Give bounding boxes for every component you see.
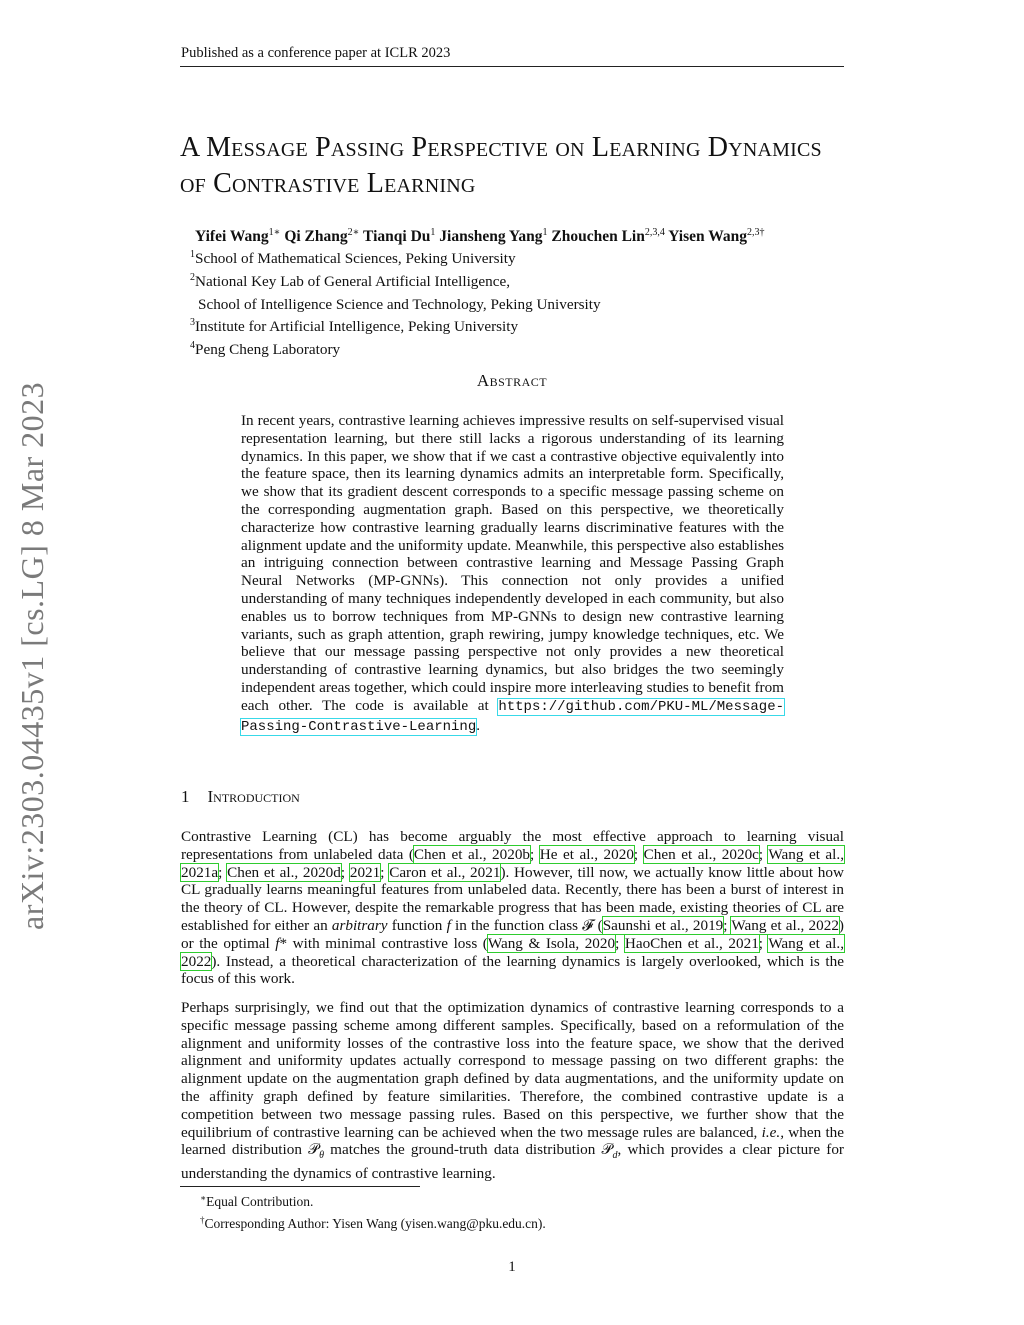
footnote-rule: [180, 1186, 420, 1187]
author-affiliation-mark: 2,3,4: [644, 227, 665, 238]
author-name: Qi Zhang: [284, 228, 348, 245]
body-text: , which provides a clear picture for understanding the dynamics of contrastive learning.: [181, 1141, 844, 1183]
math-subscript: θ: [319, 1150, 324, 1162]
header-rule: [180, 66, 844, 67]
emphasis-text: f: [446, 916, 451, 934]
abstract-end: .: [476, 716, 481, 734]
body-text: in the function class 𝓕 (: [450, 916, 603, 934]
footnote: [200, 1211, 546, 1233]
body-text: ;: [633, 845, 644, 863]
footnote-text: Corresponding Author: Yisen Wang (yisen.wang@pku.edu.cn).: [204, 1216, 546, 1231]
body-text: ;: [758, 845, 769, 863]
intro-paragraph-2: [181, 999, 844, 1183]
body-text: * with minimal contrastive loss (: [279, 934, 488, 952]
section-heading-introduction: [181, 787, 300, 807]
affiliation-mark: 1: [190, 249, 195, 260]
footnote-mark: †: [200, 1215, 205, 1225]
author-name: Jiansheng Yang: [439, 228, 543, 245]
body-text: when the learned distribution 𝒫: [181, 1123, 844, 1159]
emphasis-text: i.e.,: [761, 1123, 784, 1141]
body-text: function: [387, 916, 447, 934]
footnote: [200, 1189, 546, 1211]
body-text: ;: [380, 863, 390, 881]
affiliation-mark: 4: [190, 340, 195, 352]
affiliation-text: Peng Cheng Laboratory: [195, 341, 341, 359]
author-name: Yifei Wang: [195, 228, 269, 245]
running-header: Published as a conference paper at ICLR 2023: [181, 45, 451, 61]
author: [284, 228, 359, 245]
author-affiliation-mark: 1: [542, 227, 548, 238]
affiliation: [190, 246, 601, 269]
author-name: Yisen Wang: [668, 228, 748, 245]
page-number: 1: [508, 1259, 516, 1275]
affiliation: [190, 337, 601, 360]
body-text: ;: [615, 934, 625, 952]
author-name: Zhouchen Lin: [551, 228, 645, 245]
affiliation-text: Institute for Artificial Intelligence, Peking University: [195, 318, 519, 336]
author-affiliation-mark: 1∗: [268, 227, 281, 238]
citation-link[interactable]: Wang et al., 2021a: [181, 845, 844, 881]
intro-paragraph-1: [181, 828, 844, 988]
citation-link[interactable]: Chen et al., 2020b: [413, 845, 531, 863]
citation-link[interactable]: Wang & Isola, 2020: [487, 934, 616, 952]
footnote-mark: ∗: [200, 1193, 207, 1203]
citation-link[interactable]: Wang et al., 2022: [731, 916, 839, 934]
section-number: 1: [181, 787, 190, 806]
emphasis-text: f: [275, 934, 280, 952]
citation-link[interactable]: Caron et al., 2021: [389, 863, 501, 881]
citation-link[interactable]: Saunshi et al., 2019: [602, 916, 724, 934]
arxiv-identifier-stamp: arXiv:2303.04435v1 [cs.LG] 8 Mar 2023: [14, 381, 50, 930]
author: [439, 228, 547, 245]
citation-link[interactable]: 2021: [349, 863, 381, 881]
body-text: ). However, till now, we actually know little about how CL gradually learns meaningful features from unlabeled data. Recently, there has been a burst of interest in the theory of CL. However, despite the remarkable progress that has been made, existing theories of CL are established for either an: [181, 863, 844, 934]
affiliation-text: National Key Lab of General Artificial Intelligence,: [195, 272, 511, 290]
author-affiliation-mark: 1: [430, 227, 436, 238]
abstract-text: In recent years, contrastive learning achieves impressive results on self-supervised visual representation learning, but there still lacks a rigorous understanding of its learning dynamics. In this paper, we show that if we cast a contrastive objective equivalently into the feature space, then its learning dynamics admits an interpretable form. Specifically, we show that its gradient descent corresponds to a specific message passing scheme on the corresponding augmentation graph. Based on this perspective, we theoretically characterize how contrastive learning gradually learns discriminative features with the alignment update and the uniformity update. Meanwhile, this perspective also establishes an intriguing connection between contrastive learning and Message Passing Graph Neural Networks (MP-GNNs). This connection not only provides a unified understanding of many techniques independently developed in each community, but also enables us to borrow techniques from MP-GNNs to design new contrastive learning variants, such as graph attention, graph rewiring, jumpy knowledge techniques, etc. We believe that our message passing perspective not only provides a new theoretical understanding of contrastive learning dynamics, but also bridges the two seemingly independent areas together, which could inspire more interleaving studies to benefit from each other. The code is available at: [241, 412, 784, 714]
citation-link[interactable]: Wang et al., 2022: [181, 934, 844, 970]
abstract-heading: Abstract: [476, 371, 548, 390]
section-title: Introduction: [207, 787, 300, 806]
author: [668, 228, 764, 245]
citation-link[interactable]: He et al., 2020: [539, 845, 634, 863]
affiliation: [190, 314, 601, 337]
affiliation-text: School of Mathematical Sciences, Peking University: [195, 250, 516, 267]
code-url-link[interactable]: https://github.com/PKU-ML/Message-Passing-Contrastive-Learning: [241, 698, 784, 735]
body-text: ;: [723, 916, 732, 934]
abstract-body: [241, 412, 784, 736]
body-text: ) or the optimal: [181, 916, 844, 952]
citation-link[interactable]: HaoChen et al., 2021: [624, 934, 759, 952]
emphasis-text: arbitrary: [331, 916, 388, 934]
footnote-text: Equal Contribution.: [206, 1194, 314, 1209]
affiliation-mark: 2: [190, 271, 195, 283]
author-affiliation-mark: 2∗: [347, 227, 360, 238]
body-text: ). Instead, a theoretical characterization of the learning dynamics is largely overlooked, which is the focus of this work.: [181, 952, 844, 988]
author: [551, 228, 664, 245]
body-text: Perhaps surprisingly, we find out that the optimization dynamics of contrastive learning corresponds to a specific message passing scheme among different samples. Specifically, based on a reformulation of the alignment and uniformity losses of the contrastive loss into the feature space, we show that the derived alignment and uniformity updates actually correspond to message passing on two different graphs: the alignment update on the augmentation graph defined by data augmentations, and the uniformity update on the affinity graph defined by feature similarities. Therefore, the combined contrastive update is a competition between two message passing rules. Based on this perspective, we further show that the equilibrium of contrastive learning can be achieved when the two message rules are balanced,: [181, 999, 844, 1141]
body-text: ;: [530, 845, 540, 863]
footnotes: [200, 1189, 546, 1233]
body-text: ;: [340, 863, 350, 881]
author-affiliation-mark: 2,3†: [747, 227, 765, 238]
body-text: matches the ground-truth data distribution 𝒫: [323, 1141, 613, 1159]
citation-link[interactable]: Chen et al., 2020c: [643, 845, 759, 863]
author-list: [195, 227, 765, 246]
affiliation-mark: 3: [190, 317, 195, 329]
body-text: ;: [218, 863, 228, 881]
affiliation-text: School of Intelligence Science and Technology, Peking University: [198, 295, 601, 313]
body-text: Contrastive Learning (CL) has become arguably the most effective approach to learning visual representations from unlabeled data (: [181, 828, 844, 863]
affiliation: [190, 269, 601, 292]
author: [363, 228, 435, 245]
affiliation: [190, 292, 601, 315]
body-text: ;: [758, 934, 769, 952]
author-name: Tianqi Du: [363, 228, 431, 245]
author: [195, 228, 280, 245]
paper-title: A Message Passing Perspective on Learning Dynamics of Contrastive Learning: [180, 132, 822, 199]
citation-link[interactable]: Chen et al., 2020d: [227, 863, 341, 881]
affiliation-list: [190, 246, 601, 360]
math-subscript: d: [612, 1150, 618, 1162]
